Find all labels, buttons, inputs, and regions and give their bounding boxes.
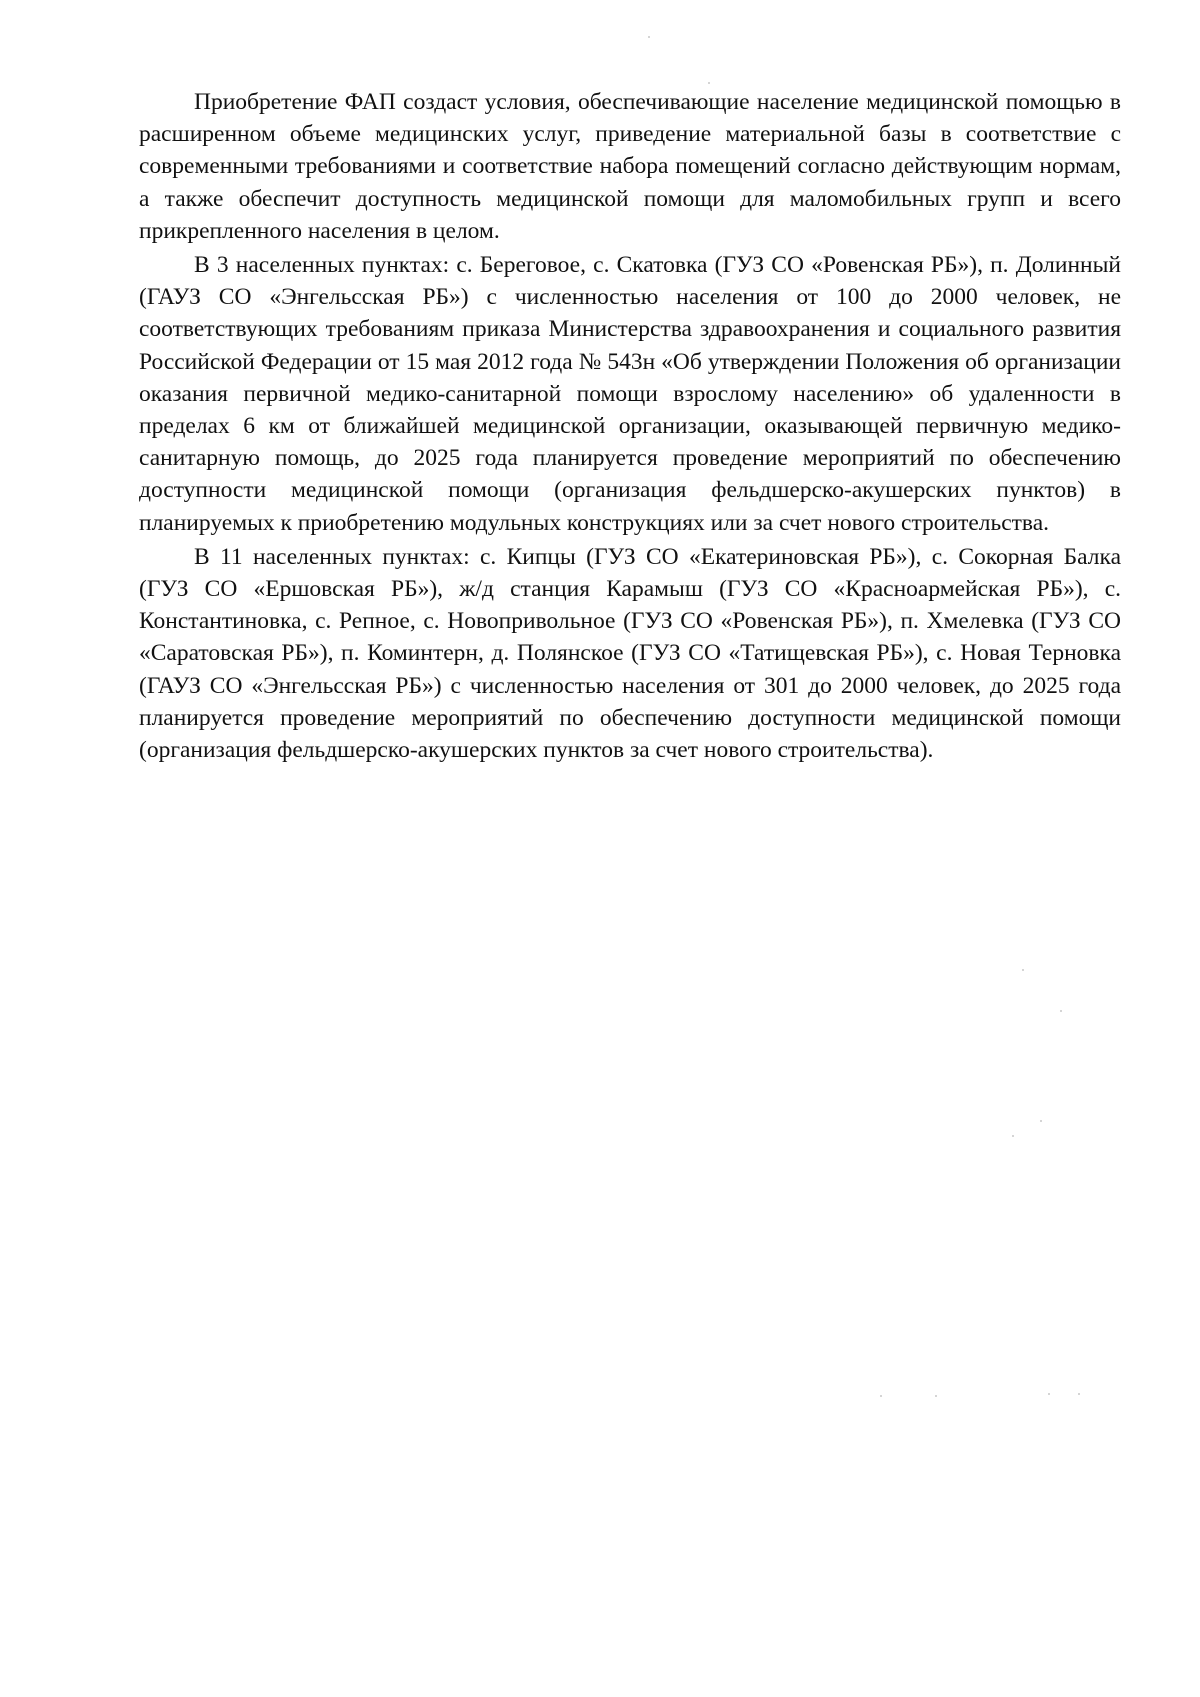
scan-speck [935,1395,937,1397]
document-body [139,86,1121,766]
scan-speck [1048,1393,1050,1395]
scan-speck [708,82,710,84]
paragraph-fap-acquisition: Приобретение ФАП создаст условия, обеспечивающие население медицинской помощью в расширенном объеме медицинских услуг, приведение материальной базы в соответствие с современными требованиями и соответствие набора помещений согласно действующим нормам, а также обеспечит доступность медицинской помощи для маломобильных групп и всего прикрепленного населения в целом. [139,89,1121,244]
scan-speck [648,36,650,38]
scan-speck [1060,1010,1062,1012]
scan-speck [1012,1135,1014,1137]
paragraph-eleven-settlements: В 11 населенных пунктах: с. Кипцы (ГУЗ СО «Екатериновская РБ»), с. Сокорная Балка (ГУЗ СО «Ершовская РБ»), ж/д станция Карамыш (ГУЗ СО «Красноармейская РБ»), с. Константиновка, с. Репное, с. Новопривольное (ГУЗ СО «Ровенская РБ»), п. Хмелевка (ГУЗ СО «Саратовская РБ»), п. Коминтерн, д. Полянское (ГУЗ СО «Татищевская РБ»), с. Новая Терновка (ГАУЗ СО «Энгельсская РБ») с численностью населения от 301 до 2000 человек, до 2025 года планируется проведение мероприятий по обеспечению доступности медицинской помощи (организация фельдшерско-акушерских пунктов за счет нового строительства). [139,543,1121,764]
scan-speck [1022,969,1024,971]
scan-speck [1078,1393,1080,1395]
paragraph-three-settlements: В 3 населенных пунктах: с. Береговое, с. Скатовка (ГУЗ СО «Ровенская РБ»), п. Долинный (ГАУЗ СО «Энгельсская РБ») с численностью населения от 100 до 2000 человек, не соответствующих требованиям приказа Министерства здравоохранения и социального развития Российской Федерации от 15 мая 2012 года № 543н «Об утверждении Положения об организации оказания первичной медико-санитарной помощи взрослому населению» об удаленности в пределах 6 км от ближайшей медицинской организации, оказывающей первичную медико-санитарную помощь, до 2025 года планируется проведение мероприятий по обеспечению доступности медицинской помощи (организация фельдшерско-акушерских пунктов) в планируемых к приобретению модульных конструкциях или за счет нового строительства. [139,252,1121,536]
scan-speck [880,1395,882,1397]
scan-speck [1040,1120,1042,1122]
